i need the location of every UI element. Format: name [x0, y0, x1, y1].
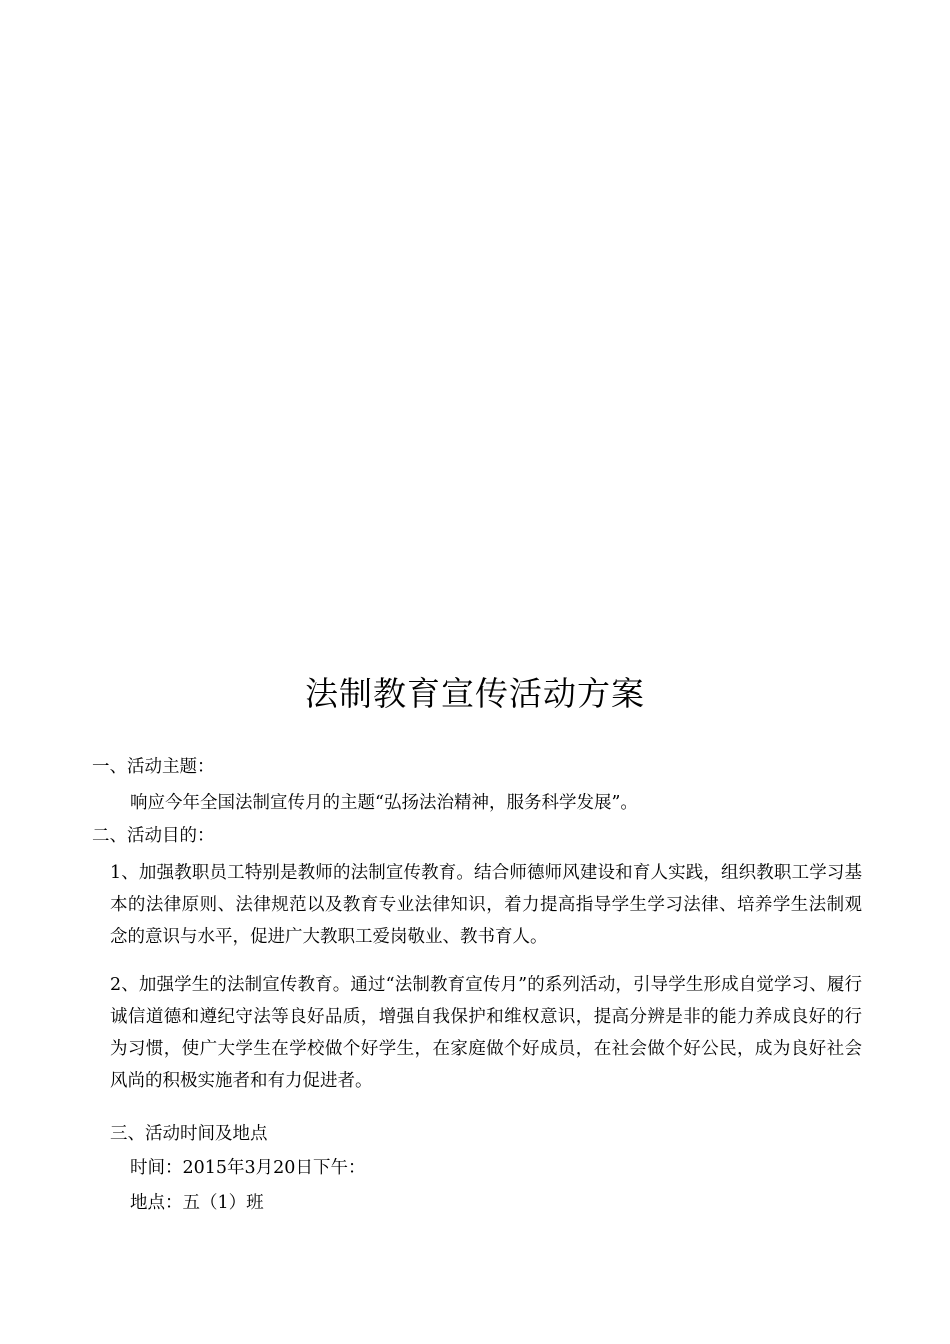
section2-heading: 二、活动目的： — [92, 826, 215, 846]
section1-heading: 一、活动主题： — [92, 757, 215, 777]
section3-heading: 三、活动时间及地点 — [110, 1124, 268, 1144]
section3-time: 时间：2015年3月20日下午： — [130, 1158, 366, 1178]
document-title: 法制教育宣传活动方案 — [305, 674, 645, 713]
section1-text: 响应今年全国法制宣传月的主题“弘扬法治精神，服务科学发展”。 — [130, 793, 638, 813]
section2-item-1: 1、加强教职员工特别是教师的法制宣传教育。结合师德师风建设和育人实践，组织教职工学习基本的法律原则、法律规范以及教育专业法律知识，着力提高指导学生学习法律、培养学生法制观念的意识与水平，促进广大教职工爱岗敬业、教书育人。 — [110, 863, 862, 947]
section3-place: 地点：五（1）班 — [130, 1193, 264, 1213]
section2-item-2: 2、加强学生的法制宣传教育。通过“法制教育宣传月”的系列活动，引导学生形成自觉学习、履行诚信道德和遵纪守法等良好品质，增强自我保护和维权意识，提高分辨是非的能力养成良好的行为习惯，使广大学生在学校做个好学生，在家庭做个好成员，在社会做个好公民，成为良好社会风尚的积极实施者和有力促进者。 — [110, 975, 862, 1091]
